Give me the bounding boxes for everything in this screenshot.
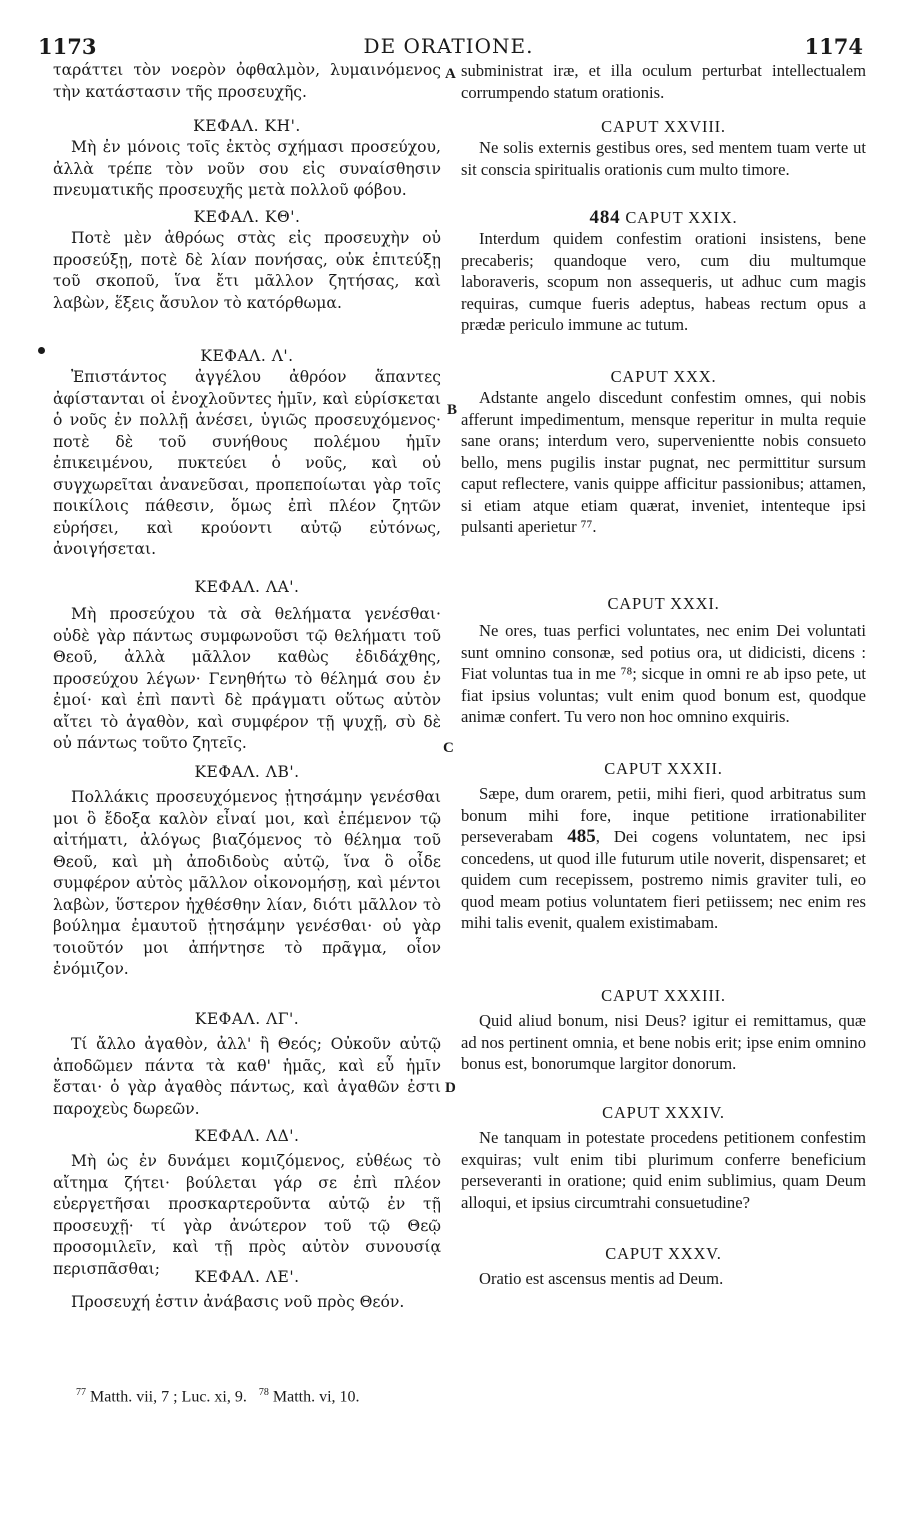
right-page-number: 1174 (804, 34, 863, 59)
greek-heading-32: ΚΕΦΑΛ. ΛΒ'. (194, 763, 300, 781)
greek-heading-35: ΚΕΦΑΛ. ΛΕ'. (194, 1268, 300, 1286)
latin-text-34: Ne tanquam in potestate procedens petitionem confestim exquiras; vult enim tibi plurimum conferre beneficium perseveranti in oratione; quid enim sublimius, quam Deum alloqui, et ipsius circumtrahi consuetudine? (461, 1128, 866, 1212)
footnote-ref-78: Matth. vi, 10. (272, 1388, 360, 1406)
greek-heading-30: ΚΕΦΑΛ. Λ'. (200, 347, 294, 365)
latin-text-35: Oratio est ascensus mentis ad Deum. (479, 1269, 724, 1288)
latin-text-30: Adstante angelo discedunt confestim omnes, qui nobis afferunt impedimentum, mensque reperitur in multa requie sane orans; interdum vero, supervenientte nobis consueto bello, mens pugilis instar pugnat, nec permittitur sursum caput reflectere, vanis quippe afficitur passionibus; attamen, si etiam atque etiam quærat, inveniet, intenteque ipsi pulsanti aperietur ⁷⁷. (461, 388, 866, 536)
greek-text-35: Προσευχή ἐστιν ἀνάβασις νοῦ πρὸς Θεόν. (71, 1293, 405, 1311)
latin-heading-28: CAPUT XXVIII. (601, 117, 726, 136)
greek-text-34: Μὴ ὡς ἐν δυνάμει κομιζόμενος, εὐθέως τὸ αἴτημα ζήτει· βούλεται γάρ σε ἐπὶ πλέον εὐεργετῆσαι προσκαρτεροῦντα αὐτῷ ἐν τῇ προσευχῇ· τί γὰρ ἀνώτερον τοῦ τῷ Θεῷ προσομιλεῖν, καὶ τῇ πρὸς αὐτὸν συνουσίᾳ περισπᾶσθαι; (53, 1152, 441, 1278)
footnote-number-78: 78 (258, 1387, 269, 1398)
greek-column (53, 60, 441, 1314)
footnotes (76, 1387, 360, 1406)
greek-text-32: Πολλάκις προσευχόμενος ᾐτησάμην γενέσθαι μοι ὃ ἔδοξα καλὸν εἶναί μοι, καὶ ἐπέμενον τῷ αἰτήματι, ἀλόγως βιαζόμενος τὸ θέλημα τοῦ Θεοῦ, καὶ μὴ ἀποδιδοὺς αὐτῷ, ἵνα ὃ οἶδε συμφέρον αὐτὸς μᾶλλον οἰκονομήσῃ, καὶ μέντοι λαβὼν, ὕστερον ἠχθέσθην λίαν, διότι μᾶλλον τὸ βούλημα ἐμαυτοῦ ᾐτησάμην γενέσθαι· οὐ γὰρ τοιοῦτόν μοι ἀπήντησε τὸ πρᾶγμα, οἷον ἐνόμιζον. (53, 788, 441, 978)
greek-heading-34: ΚΕΦΑΛ. ΛΔ'. (194, 1127, 300, 1145)
latin-text-29: Interdum quidem confestim orationi insistens, bene precaberis; quandoque vero, cum diu multumque laboraveris, scopum non assequeris, ut adhuc cum magis requiras, cumque fueris adeptus, habeas rectum opus a prædæ periculo immune ac tutum. (461, 229, 866, 334)
latin-text-31: Ne ores, tuas perfici voluntates, nec enim Dei voluntati sunt omnino consonæ, sed potius ora, ut didicisti, dicens : Fiat voluntas tua in me ⁷⁸; sicque in omni re ab ipso pete, ut fiat ipsius voluntas; vult enim quod bonum est, quodque animæ confert. Tu vero non hoc omnino exquiris. (461, 621, 866, 726)
latin-heading-32: CAPUT XXXII. (604, 759, 723, 778)
greek-text-30: Ἐπιστάντος ἀγγέλου ἀθρόον ἅπαντες ἀφίστανται οἱ ἐνοχλοῦντες ἡμῖν, καὶ εὑρίσκεται ὁ νοῦς ἐν πολλῇ ἀνέσει, ὑγιῶς προσευχόμενος· ποτὲ δὲ τοῦ συνήθους πολέμου ἡμῖν ἐπικειμένου, πυκτεύει ὁ νοῦς, καὶ οὐ συγχωρεῖται ἀνανεῦσαι, προπεποίωται γὰρ τοῖς ποικίλοις πάθεσιν, ὅμως ἐπὶ πλέον ζητῶν εὑρήσει, καὶ κρούοντι αὐτῷ εὐτόνως, ἀνοιγήσεται. (53, 368, 441, 558)
footnote-number-77: 77 (76, 1387, 86, 1398)
latin-text-32-b: , Dei cogens voluntatem, nec ipsi concedens, ut quod ille futurum utile noverit, dispensaret; et quidem cum recepissem, postremo nimis graviter tuli, eo quod meam potius voluntatem fieri petiissem; nec enim res mihi talis evenit, qualem existimabam. (461, 827, 866, 932)
latin-intro: subministrat iræ, et illa oculum perturbat intellectualem corrumpendo statum orationis. (461, 61, 866, 102)
latin-text-32-a: Sæpe, dum orarem, petii, mihi fieri, quod arbitratus sum bonum mihi fore, inque petitione irrationabiliter perseverabam (461, 784, 866, 846)
latin-heading-33: CAPUT XXXIII. (601, 986, 726, 1005)
margin-marker-b: B (447, 402, 458, 418)
latin-heading-34: CAPUT XXXIV. (602, 1103, 725, 1122)
page-header (0, 0, 897, 58)
latin-text-32 (461, 783, 866, 979)
greek-text-31: Μὴ προσεύχου τὰ σὰ θελήματα γενέσθαι· οὐδὲ γὰρ πάντως συμφωνοῦσι τῷ θελήματι τοῦ Θεοῦ, ἀλλὰ μᾶλλον καθὼς ἐδιδάχθης, προσεύχου λέγων· Γενηθήτω τὸ θέλημά σου ἐν ἐμοί· καὶ ἐπὶ παντὶ δὲ πράγματι οὕτως αὐτὸν αἴτει τὸ ἀγαθὸν, καὶ συμφέρον τῇ ψυχῇ, σὺ δὲ οὐ πάντως τοῦτο ζητεῖς. (53, 605, 441, 752)
greek-text-28: Μὴ ἐν μόνοις τοῖς ἐκτὸς σχήμασι προσεύχου, ἀλλὰ τρέπε τὸν νοῦν σου εἰς συναίσθησιν πνευματικῆς προσευχῆς μετὰ πολλοῦ φόβου. (53, 138, 441, 199)
column-number-485: 485 (567, 826, 596, 847)
latin-heading-31: CAPUT XXXI. (607, 594, 720, 613)
margin-marker-c: C (443, 740, 454, 756)
left-page-number: 1173 (38, 34, 97, 59)
footnote-ref-77: Matth. vii, 7 ; Luc. xi, 9. (90, 1388, 247, 1406)
greek-text-33: Τί ἄλλο ἀγαθὸν, ἀλλ' ἢ Θεός; Οὐκοῦν αὐτῷ ἀποδῶμεν πάντα τὰ καθ' ἡμᾶς, καὶ εὖ ἡμῖν ἔσται· ὁ γὰρ ἀγαθὸς πάντως, καὶ ἀγαθῶν ἐστι παροχεὺς δωρεῶν. (53, 1035, 441, 1118)
latin-heading-35: CAPUT XXXV. (605, 1244, 722, 1263)
greek-heading-33: ΚΕΦΑΛ. ΛΓ'. (194, 1010, 300, 1028)
latin-heading-29 (461, 207, 866, 228)
margin-marker-a: A (445, 66, 456, 82)
latin-column (461, 60, 866, 1290)
greek-heading-28: ΚΕΦΑΛ. ΚΗ'. (193, 117, 301, 135)
latin-heading-29-label: CAPUT XXIX. (625, 208, 738, 227)
latin-text-33: Quid aliud bonum, nisi Deus? igitur ei remittamus, quæ ad nos pertinent omnia, et bene nobis erit; ipse enim omnino bonus est, bonorumque largitor donorum. (461, 1011, 866, 1073)
column-number-484: 484 (589, 207, 621, 228)
running-title: DE ORATIONE. (363, 34, 534, 58)
latin-text-28: Ne solis externis gestibus ores, sed mentem tuam verte ut sit conscia spiritualis orationis cum multo timore. (461, 138, 866, 179)
greek-text-29: Ποτὲ μὲν ἀθρόως στὰς εἰς προσευχὴν οὐ προσεύξῃ, ποτὲ δὲ λίαν πονήσας, οὐκ ἐπιτεύξῃ τοῦ σκοποῦ, ἵνα ἔτι μᾶλλον ζητήσας, καὶ λαβὼν, ἕξεις ἄσυλον τὸ κατόρθωμα. (53, 229, 441, 312)
latin-heading-30: CAPUT XXX. (610, 367, 717, 386)
greek-heading-31: ΚΕΦΑΛ. ΛΑ'. (194, 578, 300, 596)
greek-heading-29: ΚΕΦΑΛ. ΚΘ'. (193, 208, 301, 226)
margin-marker-d: D (445, 1080, 456, 1096)
ink-dot (38, 347, 45, 354)
greek-intro: ταράττει τὸν νοερὸν ὀφθαλμὸν, λυμαινόμενος τὴν κατάστασιν τῆς προσευχῆς. (53, 61, 441, 101)
